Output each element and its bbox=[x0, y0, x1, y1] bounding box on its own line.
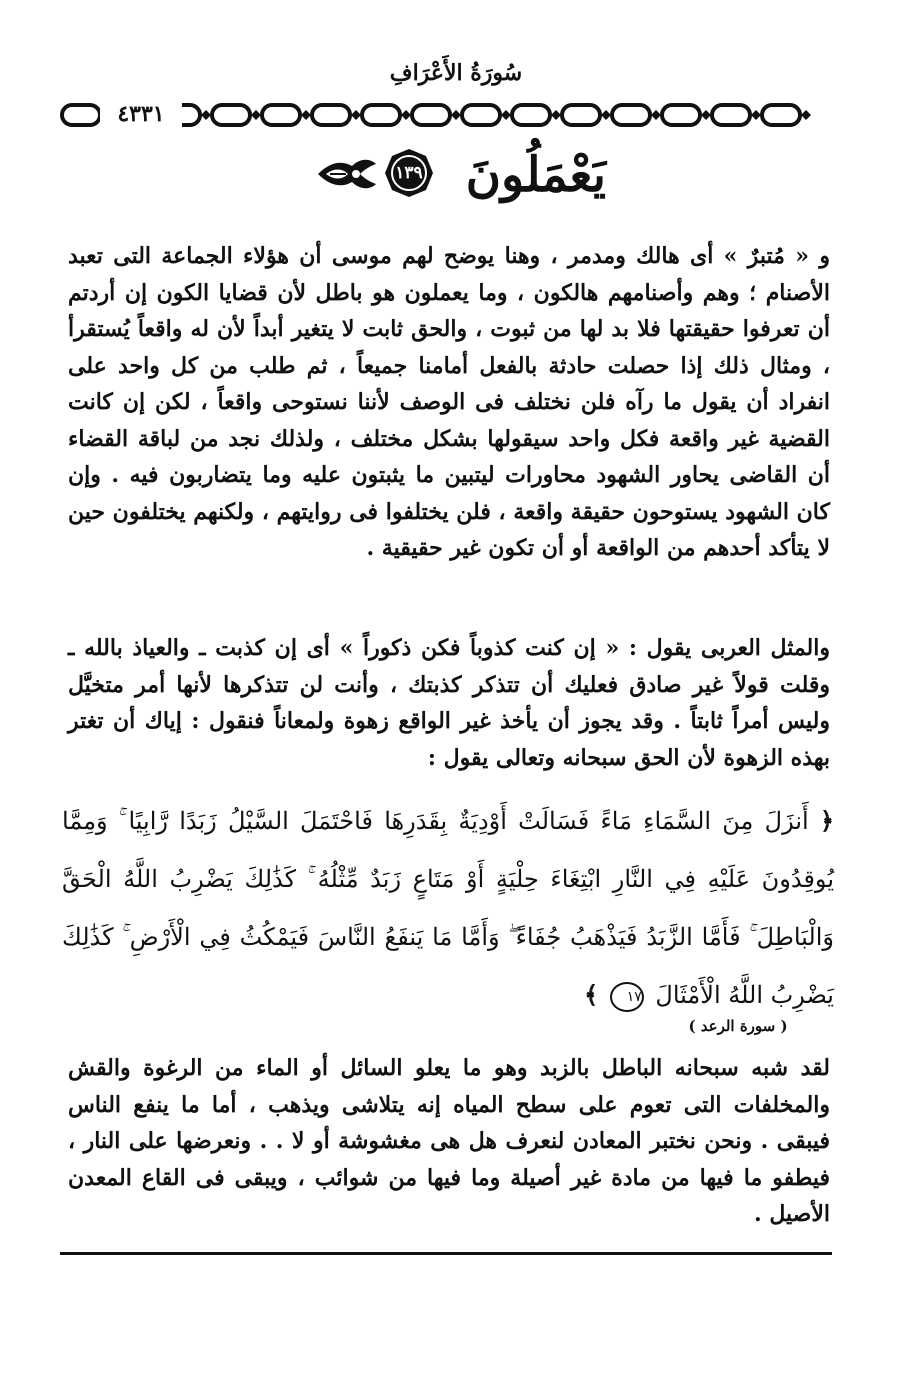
chain-link bbox=[462, 105, 500, 125]
chain-link bbox=[612, 105, 650, 125]
paragraph-2: والمثل العربى يقول : « إن كنت كذوباً فكن ذكوراً » أى إن كذبت ـ والعياذ بالله ـ وقلت قولاً غير صادق فعليك أن تتذكر كذبتك ، وأنت لن تتذكرها لأنها أمر متخيَّل وليس أمراً ثابتاً . وقد يجوز أن يأخذ غير الواقع زهوة ولمعاناً فنقول : إياك أن تغتر بهذه الزهوة لأن الحق سبحانه وتعالى يقول : bbox=[68, 635, 830, 771]
floral-ornament-icon bbox=[316, 154, 378, 194]
quran-verse bbox=[62, 792, 834, 1024]
paragraph-3: لقد شبه سبحانه الباطل بالزبد وهو ما يعلو السائل أو الماء من الرغوة والقش والمخلفات التى تعوم على سطح المياه إنه يتلاشى ويذهب ، أما ما ينفع الناس فيبقى . ونحن نختبر المعادن لنعرف هل هى مغشوشة أو لا . . ونعرضها على النار ، فيطفو ما فيها من مادة غير أصيلة وما فيها من شوائب ، ويبقى فى القاع المعدن الأصيل . bbox=[68, 1055, 830, 1227]
chain-diamond bbox=[451, 110, 461, 120]
chain-link bbox=[312, 105, 350, 125]
page-number: ٤٣٣١ bbox=[100, 99, 182, 129]
quran-open-bracket: ﴿ bbox=[819, 806, 834, 835]
chain-link bbox=[662, 105, 700, 125]
chain-diamond bbox=[751, 110, 761, 120]
title-word: يَعْمَلُونَ bbox=[465, 147, 606, 203]
chain-diamond bbox=[601, 110, 611, 120]
chain-link bbox=[62, 105, 100, 125]
chain-diamond bbox=[501, 110, 511, 120]
surah-name-header: سُورَةُ الأَعْرَافِ bbox=[389, 60, 523, 86]
chain-link bbox=[512, 105, 550, 125]
verse-number: ١٣٩ bbox=[395, 163, 423, 183]
quran-source-reference: ( سورة الرعد ) bbox=[688, 1017, 788, 1035]
chain-link bbox=[362, 105, 400, 125]
chain-diamond bbox=[401, 110, 411, 120]
chain-link bbox=[262, 105, 300, 125]
chain-link bbox=[212, 105, 250, 125]
paragraph-1: و « مُتبرٌ » أى هالك ومدمر ، وهنا يوضح لهم موسى أن هؤلاء الجماعة التى تعبد الأصنام ؛ وهم وأصنامهم هالكون ، وما يعملون هو باطل لأن قضايا الكون إن أردتم أن تعرفوا حقيقتها فلا بد لها من ثبوت ، والحق ثابت لا يتغير أبداً لأن له واقعاً يُستقرأ ، ومثال ذلك إذا حصلت حادثة بالفعل أمامنا جميعاً ، ثم طلب من كل واحد على انفراد أن يقول ما رآه فلن نختلف فى الوصف لأننا نستوحى واقعاً ، لكن إن كانت القضية غير واقعة فكل واحد سيقولها بشكل مختلف ، ولذلك نجد من لباقة القضاء أن القاضى يحاور الشهود محاورات ليتبين ما يثبتون عليه وما يتضاربون فيه . وإن كان الشهود يستوحون حقيقة واقعة ، فلن يختلفوا فى روايتهم ، ولكنهم يختلفون حين لا يتأكد أحدهم من الواقعة أو أن تكون غير حقيقية . bbox=[68, 243, 830, 561]
footer-rule bbox=[60, 1252, 832, 1255]
chain-diamond bbox=[251, 110, 261, 120]
quran-close-bracket: ﴾ bbox=[584, 980, 599, 1009]
chain-diamond bbox=[701, 110, 711, 120]
chain-diamond bbox=[301, 110, 311, 120]
chain-link bbox=[412, 105, 450, 125]
chain-link bbox=[562, 105, 600, 125]
chain-link bbox=[762, 105, 800, 125]
chain-diamond bbox=[651, 110, 661, 120]
chain-diamond bbox=[551, 110, 561, 120]
verse-number-badge bbox=[384, 148, 434, 198]
chain-diamond bbox=[201, 110, 211, 120]
chain-diamond bbox=[801, 110, 811, 120]
ayah-number-marker: ١٧ bbox=[610, 982, 644, 1012]
verse-title bbox=[316, 136, 606, 216]
chain-diamond bbox=[351, 110, 361, 120]
chain-link bbox=[712, 105, 750, 125]
quran-verse-text: أَنزَلَ مِنَ السَّمَاءِ مَاءً فَسَالَتْ أَوْدِيَةٌ بِقَدَرِهَا فَاحْتَمَلَ السَّيْلُ زَبَدًا رَّابِيًا ۚ وَمِمَّا يُوقِدُونَ عَلَيْهِ فِي النَّارِ ابْتِغَاءَ حِلْيَةٍ أَوْ مَتَاعٍ زَبَدٌ مِّثْلُهُ ۚ كَذَٰلِكَ يَضْرِبُ اللَّهُ الْحَقَّ وَالْبَاطِلَ ۚ فَأَمَّا الزَّبَدُ فَيَذْهَبُ جُفَاءً ۖ وَأَمَّا مَا يَنفَعُ النَّاسَ فَيَمْكُثُ فِي الْأَرْضِ ۚ كَذَٰلِكَ يَضْرِبُ اللَّهُ الْأَمْثَالَ bbox=[62, 807, 834, 1009]
